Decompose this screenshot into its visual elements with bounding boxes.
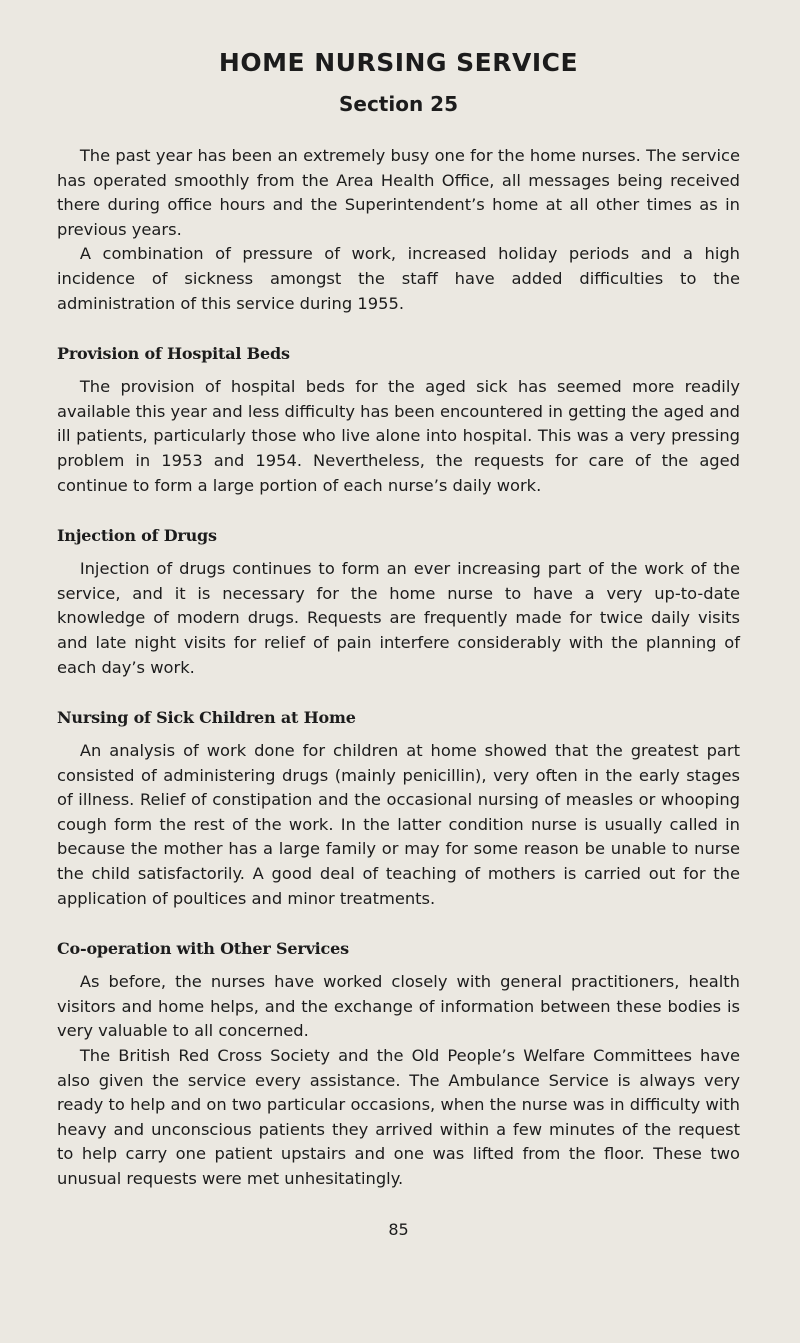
- section-paragraph: The British Red Cross Society and the Old People’s Welfare Committees have also given the service every assistance. The Ambulance Service is always very ready to help and on two particular occasions, when the nurse was in difficulty with heavy and unconscious patients they arrived within a few minutes of the request to help carry one patient upstairs and one was lifted from the floor. These two unusual requests were met unhesitatingly.: [57, 1046, 740, 1188]
- page-number: 85: [388, 1219, 409, 1239]
- page-content: [57, 42, 740, 1242]
- section-injection-of-drugs: [57, 524, 740, 680]
- section-heading: Nursing of Sick Children at Home: [57, 708, 356, 728]
- section-heading: Injection of Drugs: [57, 526, 217, 546]
- intro-paragraph: A combination of pressure of work, increased holiday periods and a high incidence of sickness amongst the staff have added difficulties to the administration of this service during 1955.: [57, 244, 740, 313]
- section-hospital-beds: [57, 342, 740, 498]
- intro-paragraph: The past year has been an extremely busy one for the home nurses. The service has operated smoothly from the Area Health Office, all messages being received there during office hours and the Superintendent’s home at all other times as in previous years.: [57, 146, 740, 239]
- section-heading: Co-operation with Other Services: [57, 939, 349, 959]
- section-paragraph: An analysis of work done for children at home showed that the greatest part consisted of administering drugs (mainly penicillin), very often in the early stages of illness. Relief of constipation and the occasional nursing of measles or whooping cough form the rest of the work. In the latter condition nurse is usually called in because the mother has a large family or may for some reason be unable to nurse the child satisfactorily. A good deal of teaching of mothers is carried out for the application of poultices and minor treatments.: [57, 741, 740, 908]
- page-title: HOME NURSING SERVICE: [218, 48, 579, 77]
- section-paragraph: Injection of drugs continues to form an ever increasing part of the work of the service, and it is necessary for the home nurse to have a very up-to-date knowledge of modern drugs. Requests are frequently made for twice daily visits and late night visits for relief of pain interfere considerably with the planning of each day’s work.: [57, 559, 740, 677]
- intro-block: [57, 144, 740, 316]
- section-number: Section 25: [338, 92, 458, 116]
- section-paragraph: The provision of hospital beds for the aged sick has seemed more readily available this year and less difficulty has been encountered in getting the aged and ill patients, particularly those who live alone into hospital. This was a very pressing problem in 1953 and 1954. Nevertheless, the requests for care of the aged continue to form a large portion of each nurse’s daily work.: [57, 377, 740, 495]
- section-heading: Provision of Hospital Beds: [57, 344, 290, 364]
- section-co-operation: [57, 937, 740, 1191]
- section-sick-children: [57, 706, 740, 911]
- section-paragraph: As before, the nurses have worked closely with general practitioners, health visitors and home helps, and the exchange of information between these bodies is very valuable to all concerned.: [57, 972, 740, 1041]
